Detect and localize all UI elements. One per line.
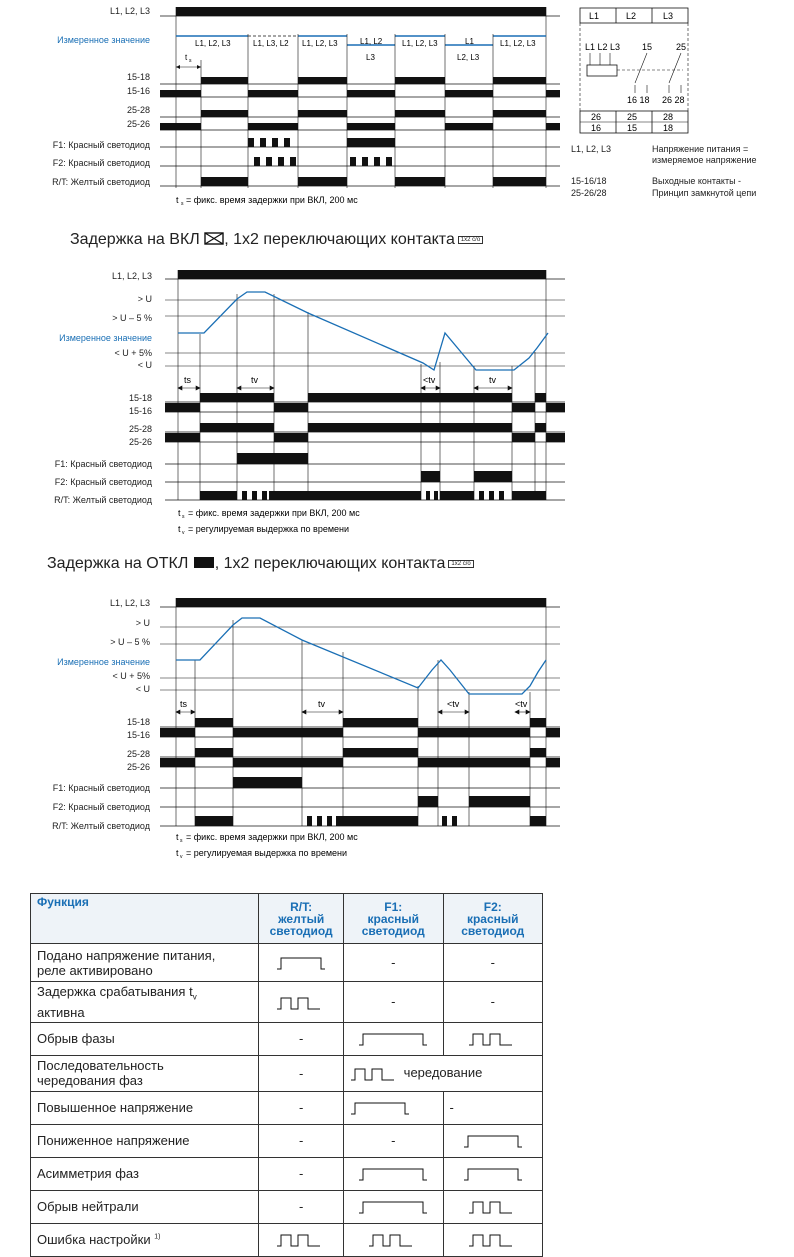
signal-on-icon (344, 1022, 443, 1055)
table-row: Обрыв фазы - (31, 1022, 543, 1055)
svg-text:v: v (182, 530, 185, 536)
signal-blink-icon (259, 1223, 344, 1256)
alternating-signal: чередование (344, 1055, 543, 1091)
wiring-legend-key: L1, L2, L3 (571, 144, 612, 154)
row-label-under-u-5: < U + 5% (112, 671, 150, 681)
svg-text:16: 16 (591, 123, 602, 133)
section-heading-off-delay: Задержка на ОТКЛ , 1x2 переключающих контакта 1x2 c/o (47, 555, 474, 573)
svg-text:25: 25 (676, 42, 687, 52)
row-label-f2: F2: Красный светодиод (52, 802, 150, 812)
svg-text:ts: ts (184, 375, 192, 385)
svg-text:28: 28 (663, 112, 674, 122)
svg-text:15: 15 (627, 123, 638, 133)
svg-text:t: t (176, 832, 179, 842)
svg-text:26: 26 (591, 112, 602, 122)
svg-text:L3: L3 (663, 11, 674, 21)
function-name: Обрыв фазы (31, 1022, 259, 1055)
wiring-legend-key: 25-26/28 (571, 188, 607, 198)
svg-text:25: 25 (627, 112, 638, 122)
svg-text:= фикс. время задержки при ВКЛ: = фикс. время задержки при ВКЛ, 200 мс (186, 195, 358, 205)
svg-text:26 28: 26 28 (662, 95, 685, 105)
row-label-measured: Измеренное значение (57, 657, 150, 667)
row-label-under-u: < U (135, 684, 150, 694)
row-label-f2: F2: Красный светодиод (52, 158, 150, 168)
row-label-25-28: 25-28 (126, 749, 150, 759)
table-row: Последовательность чередования фаз - чередование (31, 1055, 543, 1091)
timing-diagram-2-graphic (0, 262, 580, 552)
row-label-rt: R/T: Желтый светодиод (52, 177, 150, 187)
phase-label: L1 (465, 37, 474, 46)
svg-text:tv: tv (489, 375, 497, 385)
svg-text:<tv: <tv (447, 699, 460, 709)
row-label-15-16: 15-16 (128, 406, 152, 416)
function-name: Задержка срабатывания $t_v$ активна (31, 982, 259, 1023)
phase-label: L1, L2 (360, 37, 383, 46)
svg-text:= регулируемая выдержка по вре: = регулируемая выдержка по времени (188, 524, 350, 534)
svg-text:L1 L2 L3: L1 L2 L3 (585, 42, 621, 52)
row-label-25-26: 25-26 (128, 437, 152, 447)
table-header-f2: F2: красный светодиод (443, 894, 543, 944)
contact-badge: 1x2 c/o (458, 236, 483, 244)
svg-text:tv: tv (318, 699, 326, 709)
table-header-rt: R/T: желтый светодиод (259, 894, 344, 944)
row-label-f1: F1: Красный светодиод (54, 459, 152, 469)
function-name: Последовательность чередования фаз (31, 1055, 259, 1091)
svg-text:s: s (189, 58, 192, 64)
signal-blink-icon (443, 1022, 543, 1055)
led-function-table (30, 893, 543, 1257)
svg-text:s: s (182, 514, 185, 520)
svg-text:t: t (178, 508, 181, 518)
ts-label: t (185, 53, 188, 62)
phase-label: L2, L3 (457, 53, 480, 62)
row-label-15-18: 15-18 (126, 717, 150, 727)
function-name: Повышенное напряжение (31, 1091, 259, 1124)
svg-text:ts: ts (180, 699, 188, 709)
row-label-under-u: < U (137, 360, 152, 370)
signal-blink-icon (344, 1223, 443, 1256)
on-delay-symbol-icon (204, 232, 224, 245)
row-label-25-26: 25-26 (126, 762, 150, 772)
function-name: Подано напряжение питания, реле активировано (31, 944, 259, 982)
note-ts: t (176, 195, 179, 205)
wiring-legend-key: 15-16/18 (571, 176, 607, 186)
signal-on-icon (259, 944, 344, 982)
svg-text:v: v (180, 854, 183, 860)
row-label-over-u-5: > U – 5 % (110, 637, 150, 647)
row-label-f2: F2: Красный светодиод (54, 477, 152, 487)
table-row: Пониженное напряжение - - (31, 1124, 543, 1157)
row-label-measured: Измеренное значение (59, 333, 152, 343)
table-row: Асимметрия фаз - (31, 1157, 543, 1190)
row-label-15-18: 15-18 (126, 72, 150, 82)
svg-text:tv: tv (251, 375, 259, 385)
phase-label: L1, L2, L3 (402, 39, 438, 48)
phase-label: L1, L3, L2 (253, 39, 289, 48)
table-row: Подано напряжение питания, реле активировано - - (31, 944, 543, 982)
row-label-supply: L1, L2, L3 (109, 6, 150, 16)
table-row: Задержка срабатывания $t_v$ активна - - (31, 982, 543, 1023)
row-label-rt: R/T: Желтый светодиод (52, 821, 150, 831)
signal-blink-icon (443, 1190, 543, 1223)
table-row (31, 1223, 543, 1256)
svg-text:t: t (178, 524, 181, 534)
signal-on-icon (443, 1157, 543, 1190)
svg-text:18: 18 (663, 123, 674, 133)
timing-diagram-1-graphic (0, 0, 560, 215)
svg-text:s: s (180, 838, 183, 844)
signal-on-icon (443, 1124, 543, 1157)
row-label-measured: Измеренное значение (57, 35, 150, 45)
phase-label: L3 (366, 53, 375, 62)
off-delay-symbol-icon (193, 556, 215, 569)
svg-text:L2: L2 (626, 11, 637, 21)
svg-text:<tv: <tv (423, 375, 436, 385)
table-row: Обрыв нейтрали - (31, 1190, 543, 1223)
wiring-legend-value: Выходные контакты - (652, 176, 742, 186)
svg-text:15: 15 (642, 42, 653, 52)
row-label-15-16: 15-16 (126, 86, 150, 96)
svg-text:<tv: <tv (515, 699, 528, 709)
row-label-25-28: 25-28 (126, 105, 150, 115)
table-row: Повышенное напряжение - - (31, 1091, 543, 1124)
section-heading-on-delay: Задержка на ВКЛ , 1x2 переключающих контакта 1x2 c/o (70, 231, 483, 249)
svg-text:16 18: 16 18 (627, 95, 650, 105)
contact-badge: 1x2 c/o (448, 560, 473, 568)
svg-text:s: s (181, 201, 184, 207)
wiring-graphic (575, 5, 705, 135)
row-label-supply: L1, L2, L3 (109, 598, 150, 608)
signal-blink-icon (443, 1223, 543, 1256)
wiring-legend-value: Принцип замкнутой цепи (652, 188, 757, 198)
table-header-f1: F1: красный светодиод (344, 894, 443, 944)
row-label-rt: R/T: Желтый светодиод (54, 495, 152, 505)
timing-diagram-3-graphic (0, 590, 580, 870)
row-label-f1: F1: Красный светодиод (52, 783, 150, 793)
row-label-over-u: > U (135, 618, 150, 628)
row-label-15-16: 15-16 (126, 730, 150, 740)
wiring-legend-value: Напряжение питания = (652, 144, 749, 154)
function-name: Асимметрия фаз (31, 1157, 259, 1190)
row-label-25-28: 25-28 (128, 424, 152, 434)
row-label-25-26: 25-26 (126, 119, 150, 129)
row-label-over-u-5: > U – 5 % (112, 313, 152, 323)
signal-on-icon (344, 1157, 443, 1190)
table-header-function: Функция (31, 894, 259, 944)
svg-text:= регулируемая выдержка по вре: = регулируемая выдержка по времени (186, 848, 348, 858)
phase-label: L1, L2, L3 (302, 39, 338, 48)
phase-label: L1, L2, L3 (500, 39, 536, 48)
phase-label: L1, L2, L3 (195, 39, 231, 48)
function-name: Ошибка настройки $^{1)}$ (31, 1223, 259, 1256)
function-name: Пониженное напряжение (31, 1124, 259, 1157)
signal-on-icon (344, 1190, 443, 1223)
row-label-supply: L1, L2, L3 (111, 271, 152, 281)
signal-blink-icon (350, 1067, 400, 1081)
svg-text:L1: L1 (589, 11, 600, 21)
signal-on-icon (344, 1091, 443, 1124)
row-label-15-18: 15-18 (128, 393, 152, 403)
row-label-f1: F1: Красный светодиод (52, 140, 150, 150)
row-label-under-u-5: < U + 5% (114, 348, 152, 358)
signal-blink-icon (259, 982, 344, 1023)
svg-text:= фикс. время задержки при ВКЛ: = фикс. время задержки при ВКЛ, 200 мс (188, 508, 360, 518)
row-label-over-u: > U (137, 294, 152, 304)
svg-text:t: t (176, 848, 179, 858)
svg-text:= фикс. время задержки при ВКЛ: = фикс. время задержки при ВКЛ, 200 мс (186, 832, 358, 842)
function-name: Обрыв нейтрали (31, 1190, 259, 1223)
wiring-legend-value: измеряемое напряжение (652, 155, 757, 165)
